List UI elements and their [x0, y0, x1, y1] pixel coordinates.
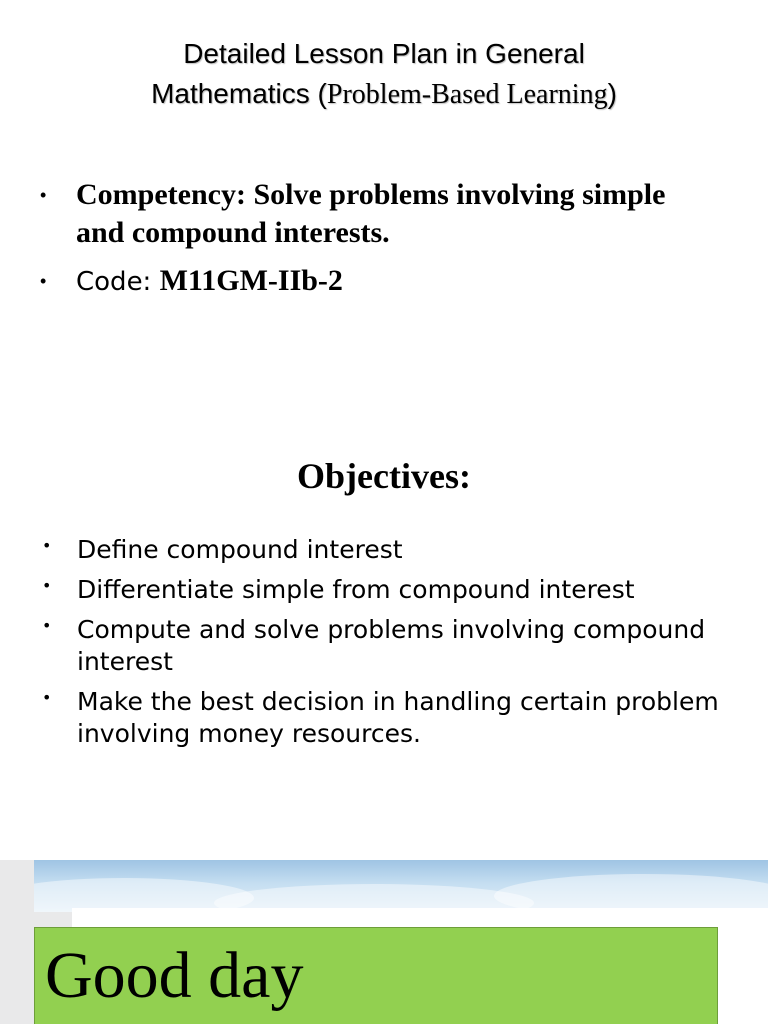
- sky-banner: [34, 860, 768, 912]
- objective-text: Make the best decision in handling certain problem involving money resources.: [77, 687, 719, 748]
- objective-item: [40, 534, 740, 566]
- bullet-icon: •: [42, 576, 52, 595]
- code-item: [40, 262, 720, 301]
- objective-item: [40, 574, 740, 606]
- next-slide-preview: [0, 860, 768, 1024]
- competency-list: [40, 176, 720, 311]
- objectives-heading: Objectives:: [297, 456, 471, 496]
- bullet-icon: •: [42, 536, 52, 555]
- title-line-2-serif: Problem-Based Learning: [326, 79, 608, 110]
- greeting-box: [34, 927, 718, 1024]
- competency-text: Competency: Solve problems involving simple and compound interests.: [76, 178, 666, 249]
- objective-item: [40, 614, 740, 678]
- objective-text: Compute and solve problems involving compound interest: [77, 615, 706, 676]
- title-line-2-start: Mathematics (: [151, 78, 327, 109]
- competency-item: [40, 176, 720, 252]
- bullet-icon: •: [40, 271, 47, 291]
- title-line-2-end: ): [607, 78, 617, 109]
- objective-text: Differentiate simple from compound interest: [77, 575, 635, 604]
- bullet-icon: •: [42, 688, 52, 707]
- code-label: Code:: [76, 267, 160, 297]
- slide-title: [60, 34, 708, 115]
- wave-shape: [494, 874, 768, 912]
- objectives-list: [40, 534, 740, 758]
- greeting-text: Good day: [45, 939, 304, 1012]
- bullet-icon: •: [42, 616, 52, 635]
- title-line-2: [60, 74, 708, 115]
- objective-item: [40, 686, 740, 750]
- code-value: M11GM-IIb-2: [159, 264, 343, 297]
- objective-text: Define compound interest: [77, 535, 403, 564]
- title-line-1: Detailed Lesson Plan in General: [183, 38, 585, 69]
- bullet-icon: •: [40, 185, 47, 205]
